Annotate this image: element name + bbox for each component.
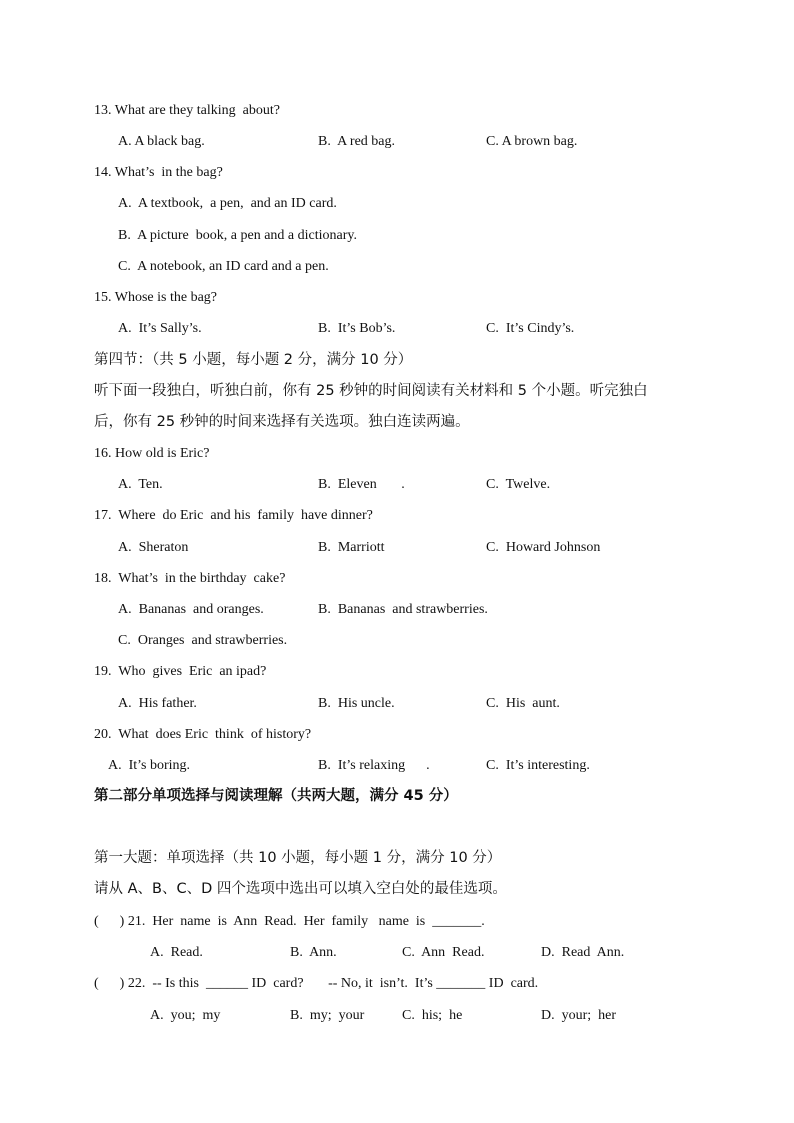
q13-option-c: C. A brown bag. (486, 134, 578, 149)
q17-option-a: A. Sheraton (118, 540, 189, 555)
q16-stem: 16. How old is Eric? (94, 446, 210, 461)
q18-option-b: B. Bananas and strawberries. (318, 602, 488, 617)
q14-option-b: B. A picture book, a pen and a dictionary. (118, 228, 357, 243)
q14-option-a: A. A textbook, a pen, and an ID card. (118, 196, 337, 211)
q18-option-a: A. Bananas and oranges. (118, 602, 264, 617)
q14-option-c: C. A notebook, an ID card and a pen. (118, 259, 329, 274)
q18-stem: 18. What’s in the birthday cake? (94, 571, 286, 586)
q19-stem: 19. Who gives Eric an ipad? (94, 664, 267, 679)
q15-option-b: B. It’s Bob’s. (318, 321, 396, 336)
part2-section1-instruction: 请从 A、B、C、D 四个选项中选出可以填入空白处的最佳选项。 (94, 881, 507, 897)
q17-stem: 17. Where do Eric and his family have dinner? (94, 508, 373, 523)
section4-instruction-line2: 后，你有 25 秒钟的时间来选择有关选项。独白连读两遍。 (94, 414, 470, 430)
q22-stem: ( ) 22. -- Is this ______ ID card? -- No, it isn’t. It’s _______ ID card. (94, 976, 539, 991)
q19-option-a: A. His father. (118, 696, 197, 711)
section4-instruction-line1: 听下面一段独白，听独白前，你有 25 秒钟的时间阅读有关材料和 5 个小题。听完独白 (94, 383, 648, 399)
q22-option-c: C. his; he (402, 1008, 463, 1023)
q22-option-b: B. my; your (290, 1008, 365, 1023)
part2-section1-title: 第一大题：单项选择（共 10 小题，每小题 1 分，满分 10 分） (94, 850, 502, 866)
q18-option-c: C. Oranges and strawberries. (118, 633, 288, 648)
q19-option-c: C. His aunt. (486, 696, 560, 711)
q21-option-c: C. Ann Read. (402, 945, 485, 960)
q17-option-c: C. Howard Johnson (486, 540, 601, 555)
q16-option-a: A. Ten. (118, 477, 163, 492)
part2-title: 第二部分单项选择与阅读理解（共两大题，满分 45 分） (94, 788, 458, 804)
q21-option-d: D. Read Ann. (541, 945, 625, 960)
q16-option-c: C. Twelve. (486, 477, 551, 492)
q13-option-a: A. A black bag. (118, 134, 205, 149)
q20-stem: 20. What does Eric think of history? (94, 727, 312, 742)
q13-stem: 13. What are they talking about? (94, 103, 280, 118)
q20-option-b: B. It’s relaxing . (318, 758, 430, 773)
q20-option-c: C. It’s interesting. (486, 758, 590, 773)
q22-option-a: A. you; my (150, 1008, 221, 1023)
q22-option-d: D. your; her (541, 1008, 617, 1023)
q20-option-a: A. It’s boring. (108, 758, 191, 773)
q21-option-b: B. Ann. (290, 945, 337, 960)
q15-stem: 15. Whose is the bag? (94, 290, 217, 305)
q19-option-b: B. His uncle. (318, 696, 395, 711)
q21-option-a: A. Read. (150, 945, 203, 960)
q16-option-b: B. Eleven . (318, 477, 405, 492)
q17-option-b: B. Marriott (318, 540, 385, 555)
q14-stem: 14. What’s in the bag? (94, 165, 223, 180)
q21-stem: ( ) 21. Her name is Ann Read. Her family name is _______. (94, 914, 485, 929)
q15-option-c: C. It’s Cindy’s. (486, 321, 575, 336)
q15-option-a: A. It’s Sally’s. (118, 321, 202, 336)
section4-title: 第四节：（共 5 小题，每小题 2 分，满分 10 分） (94, 352, 413, 368)
q13-option-b: B. A red bag. (318, 134, 395, 149)
